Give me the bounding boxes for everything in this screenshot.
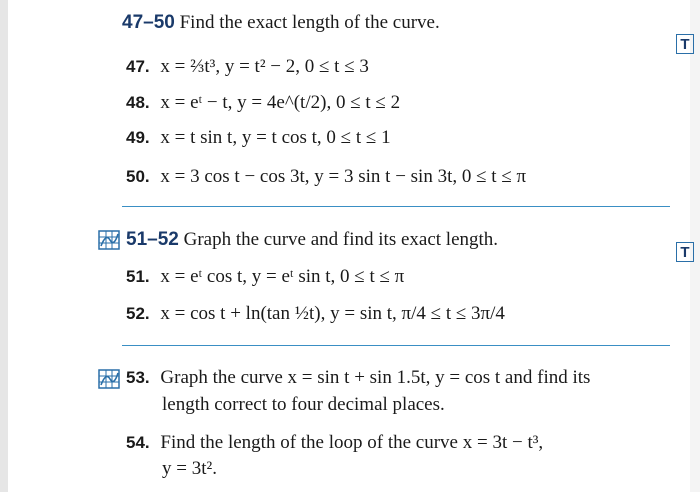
- problem-51: [126, 266, 404, 288]
- section-range: 51–52: [126, 229, 179, 250]
- problem-text-line2: y = 3t².: [162, 458, 217, 479]
- section-range: 47–50: [122, 12, 175, 33]
- problem-equation: x = cos t + ln(tan ½t), y = sin t, π/4 ≤ t ≤ 3π/4: [160, 303, 505, 324]
- problem-53: [126, 367, 590, 389]
- page-left-edge: [0, 0, 8, 492]
- graph-icon: [98, 230, 120, 250]
- problem-equation: x = ⅔t³, y = t² − 2, 0 ≤ t ≤ 3: [160, 56, 369, 77]
- technology-badge: T: [676, 242, 694, 262]
- problem-number: 54.: [126, 433, 150, 452]
- problem-54: [126, 432, 543, 454]
- problem-number: 53.: [126, 368, 150, 387]
- problem-text-line2: length correct to four decimal places.: [162, 394, 445, 415]
- section-divider: [122, 345, 670, 346]
- problem-text-line1: Graph the curve x = sin t + sin 1.5t, y = cos t and find its: [160, 367, 591, 388]
- graph-icon: [98, 369, 120, 389]
- problem-number: 48.: [126, 93, 150, 112]
- problem-text-line1: Find the length of the loop of the curve x = 3t − t³,: [160, 432, 544, 453]
- problem-number: 52.: [126, 304, 150, 323]
- section-heading-51-52: [126, 229, 498, 251]
- problem-number: 47.: [126, 57, 150, 76]
- problem-equation: x = 3 cos t − cos 3t, y = 3 sin t − sin 3t, 0 ≤ t ≤ π: [160, 166, 527, 187]
- problem-equation: x = eᵗ cos t, y = eᵗ sin t, 0 ≤ t ≤ π: [160, 266, 405, 287]
- problem-47: [126, 56, 369, 78]
- problem-equation: x = t sin t, y = t cos t, 0 ≤ t ≤ 1: [160, 127, 391, 148]
- problem-number: 50.: [126, 167, 150, 186]
- section-instruction: Graph the curve and find its exact length.: [183, 229, 499, 250]
- problem-54-continuation: [162, 458, 217, 480]
- section-heading-47-50: [122, 12, 440, 34]
- section-divider: [122, 206, 670, 207]
- problem-number: 51.: [126, 267, 150, 286]
- problem-53-continuation: [162, 394, 445, 416]
- problem-number: 49.: [126, 128, 150, 147]
- problem-52: [126, 303, 505, 325]
- problem-equation: x = eᵗ − t, y = 4e^(t/2), 0 ≤ t ≤ 2: [160, 92, 401, 113]
- technology-badge: T: [676, 34, 694, 54]
- problem-50: [126, 166, 526, 188]
- section-instruction: Find the exact length of the curve.: [179, 12, 440, 33]
- problem-48: [126, 92, 400, 114]
- problem-49: [126, 127, 391, 149]
